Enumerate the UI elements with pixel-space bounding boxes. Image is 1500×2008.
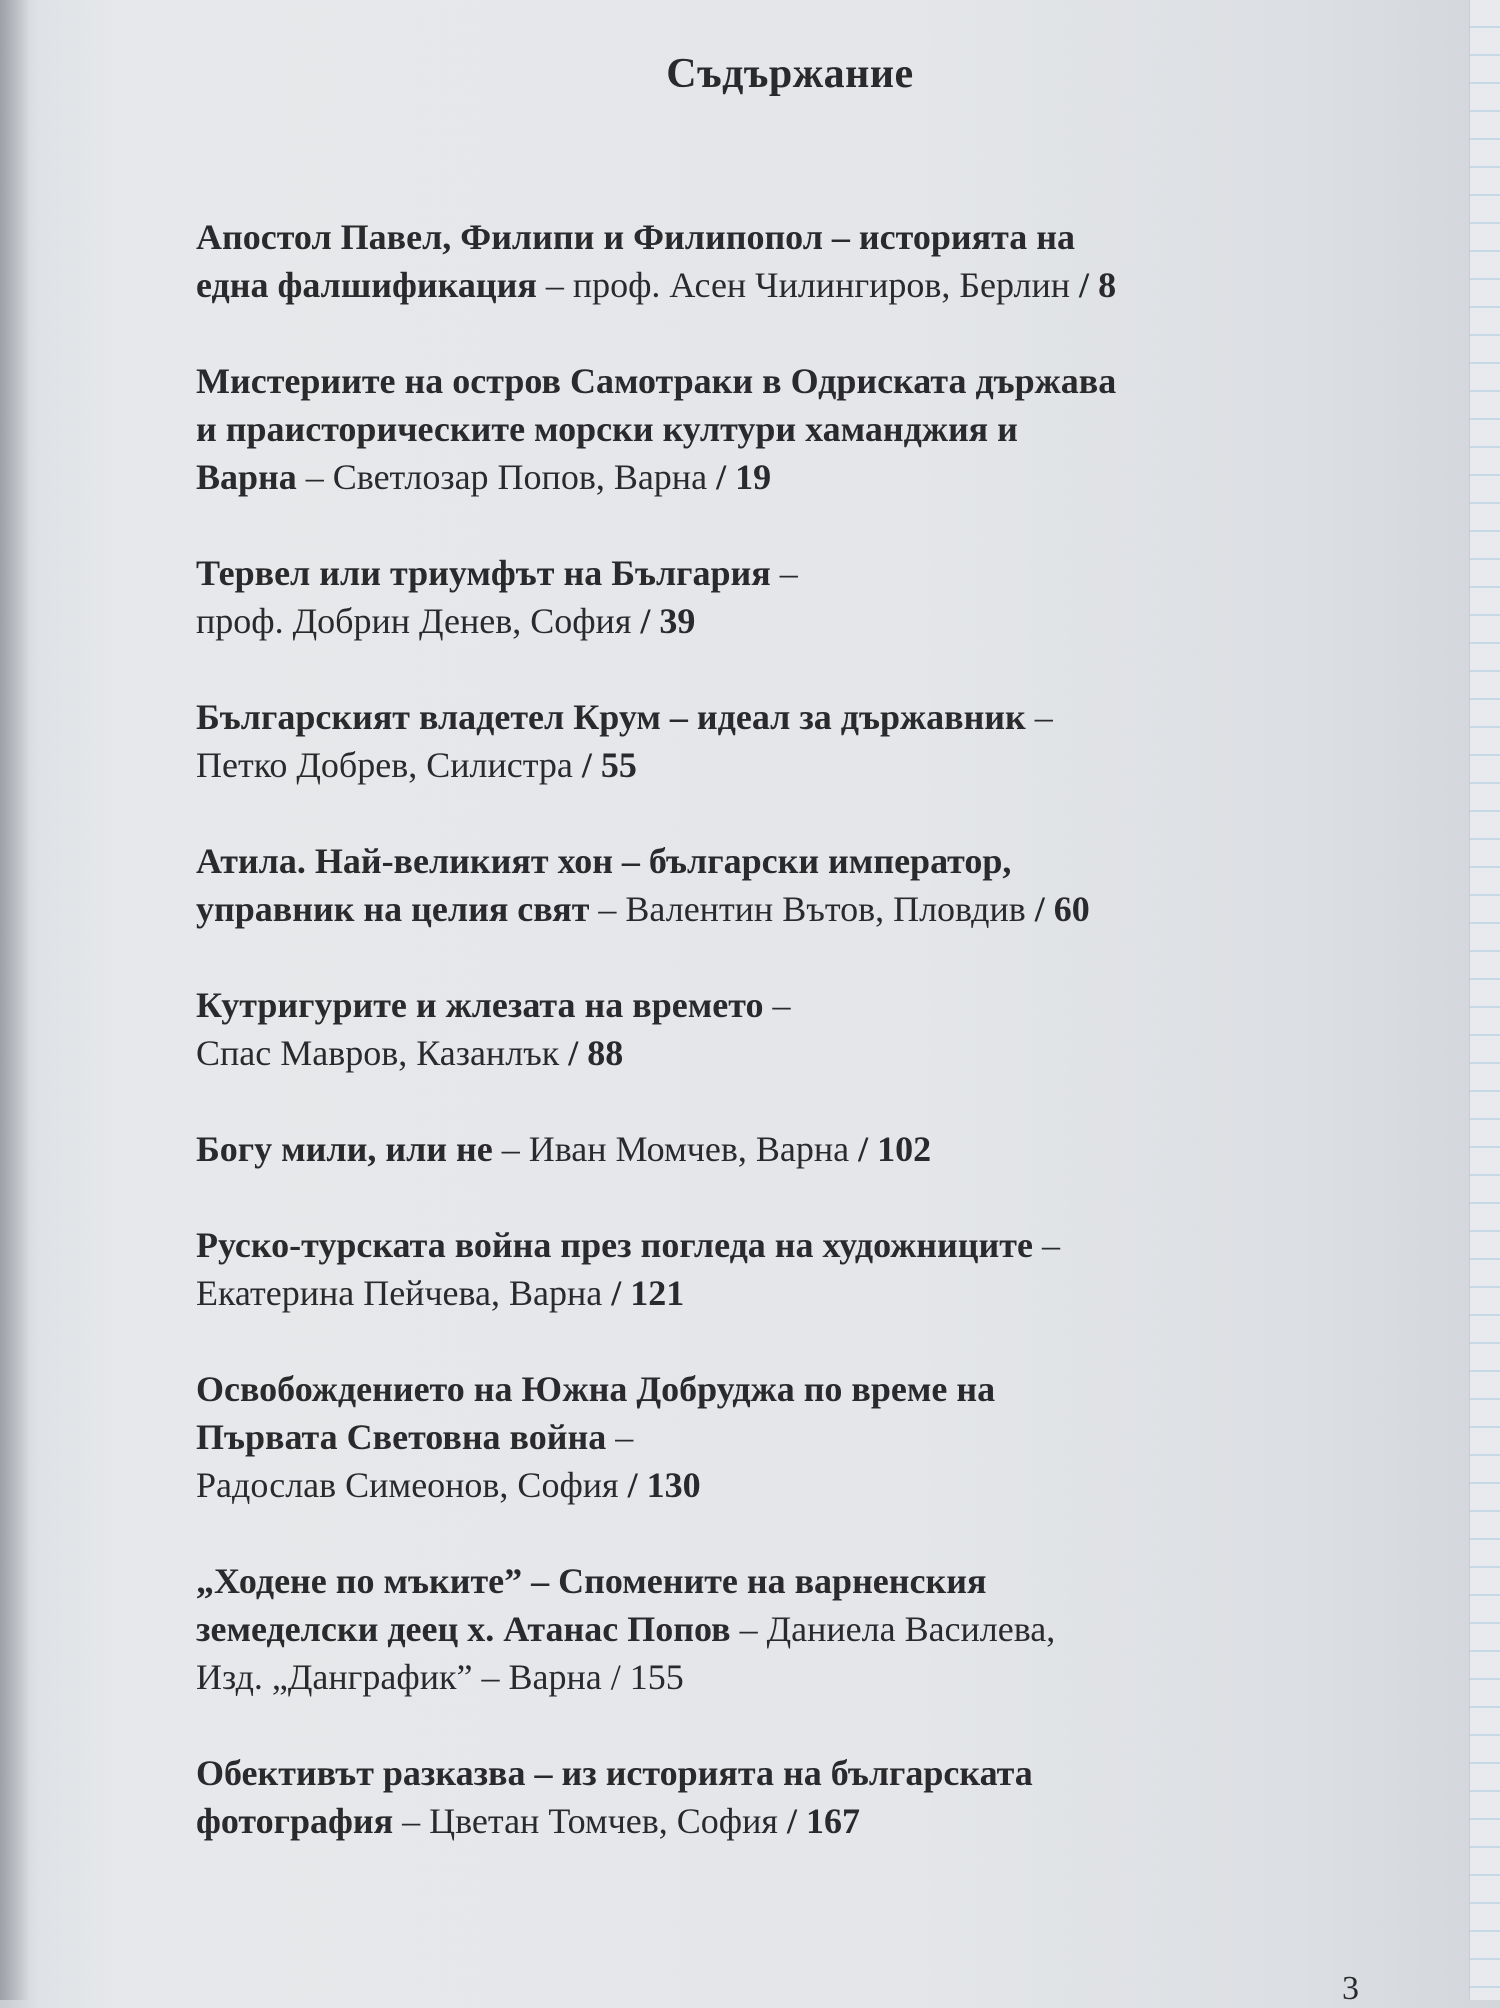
entry-author: – Даниела Василева, xyxy=(739,1609,1056,1649)
entry-dash: – xyxy=(779,553,798,593)
entry-title: Богу мили, или не xyxy=(196,1129,493,1169)
toc-entry xyxy=(196,1557,1376,1701)
entry-title: Обективът разказва – из историята на българската xyxy=(196,1753,1033,1793)
entry-dash: – xyxy=(615,1417,634,1457)
toc-entry: Кутригурите и жлезата на времето – Спас Мавров, Казанлък / 88 xyxy=(196,985,791,1073)
entry-title: Апостол Павел, Филипи и Филипопол – историята на xyxy=(196,217,1075,257)
entry-title: Варна xyxy=(196,457,297,497)
entry-page: 167 xyxy=(805,1801,860,1841)
entry-dash: – xyxy=(772,985,791,1025)
page-number: 3 xyxy=(1342,1970,1359,2007)
entry-title: Първата Световна война xyxy=(196,1417,607,1457)
toc-entry: Апостол Павел, Филипи и Филипопол – историята на една фалшификация – проф. Асен Чилингиров, Берлин / 8 xyxy=(196,217,1117,305)
entry-page: 8 xyxy=(1098,265,1117,305)
entry-author: – проф. Асен Чилингиров, Берлин xyxy=(545,265,1071,305)
entry-author: Радослав Симеонов, София xyxy=(196,1465,619,1505)
entry-page: 55 xyxy=(600,745,637,785)
entry-title: Българският владетел Крум – идеал за държавник xyxy=(196,697,1026,737)
entry-dash: – xyxy=(1041,1225,1060,1265)
entry-page: 60 xyxy=(1053,889,1090,929)
entry-page: 102 xyxy=(877,1129,932,1169)
entry-page: 19 xyxy=(735,457,772,497)
entry-title: Атила. Най-великият хон – български император, xyxy=(196,841,1012,881)
entry-author: Петко Добрев, Силистра xyxy=(196,745,573,785)
toc-entry: Освобождението на Южна Добруджа по време на Първата Световна война – Радослав Симеонов, София / 130 xyxy=(196,1369,996,1505)
entry-title: земеделски деец х. Атанас Попов xyxy=(196,1609,731,1649)
entry-title: Кутригурите и жлезата на времето xyxy=(196,985,764,1025)
entry-author: проф. Добрин Денев, София xyxy=(196,601,632,641)
entry-title: Мистериите на остров Самотраки в Одриската държава xyxy=(196,361,1117,401)
entry-title: и праисторическите морски култури хаманджия и xyxy=(196,409,1018,449)
toc-entry: Обективът разказва – из историята на българската фотография – Цветан Томчев, София / 167 xyxy=(196,1753,1033,1841)
entry-author: – Светлозар Попов, Варна xyxy=(305,457,708,497)
entry-publisher: Изд. „Данграфик” – Варна / xyxy=(196,1657,621,1697)
entry-title: фотография xyxy=(196,1801,394,1841)
entry-author: Екатерина Пейчева, Варна xyxy=(196,1273,603,1313)
page-title: Съдържание xyxy=(666,51,914,97)
entry-author: – Иван Момчев, Варна xyxy=(501,1129,850,1169)
entry-title: Тервел или триумфът на България xyxy=(196,553,771,593)
toc-entry: Руско-турската война през погледа на художниците – Екатерина Пейчева, Варна / 121 xyxy=(196,1225,1060,1313)
entry-page: 88 xyxy=(587,1033,624,1073)
toc-entry: Атила. Най-великият хон – български император, управник на целия свят – Валентин Вътов, Пловдив / 60 xyxy=(196,841,1090,929)
entry-title: управник на целия свят xyxy=(196,889,590,929)
entry-dash: – xyxy=(1034,697,1053,737)
entry-author: Спас Мавров, Казанлък xyxy=(196,1033,560,1073)
toc-entry: Богу мили, или не – Иван Момчев, Варна / 102 xyxy=(196,1129,932,1169)
page-edge xyxy=(1469,0,1500,2000)
toc-entry: Мистериите на остров Самотраки в Одриската държава и праисторическите морски култури хаманджия и Варна – Светлозар Попов, Варна / 19 xyxy=(196,361,1117,497)
entry-title: „Ходене по мъките” – Спомените на варненския xyxy=(196,1561,987,1601)
entry-title: Руско-турската война през погледа на художниците xyxy=(196,1225,1033,1265)
entry-page: 155 xyxy=(629,1657,684,1697)
toc-entry: Тервел или триумфът на България – проф. Добрин Денев, София / 39 xyxy=(196,553,798,641)
entry-title: Освобождението на Южна Добруджа по време на xyxy=(196,1369,996,1409)
entry-author: – Цветан Томчев, София xyxy=(402,1801,778,1841)
entry-title: една фалшификация xyxy=(196,265,537,305)
toc-list xyxy=(196,213,1376,1893)
entry-page: 39 xyxy=(659,601,696,641)
toc-entry: Българският владетел Крум – идеал за държавник – Петко Добрев, Силистра / 55 xyxy=(196,697,1053,785)
entry-page: 121 xyxy=(630,1273,685,1313)
entry-page: 130 xyxy=(646,1465,701,1505)
entry-author: – Валентин Вътов, Пловдив xyxy=(598,889,1026,929)
page-shadow xyxy=(0,0,30,2000)
